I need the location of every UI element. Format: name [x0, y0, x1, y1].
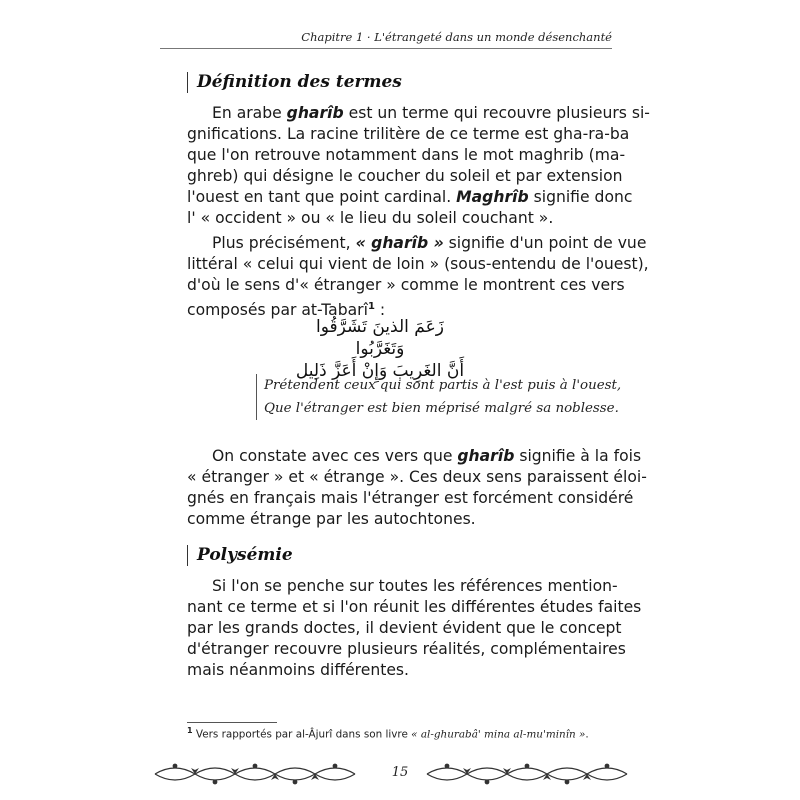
floral-vine-ornament-left-icon — [150, 760, 365, 788]
paragraph-polysemy — [187, 576, 642, 681]
emphasized-term: Maghrîb — [456, 188, 529, 206]
text-line: gnifications. La racine trilitère de ce terme est gha-ra-ba — [187, 125, 630, 143]
arabic-verse — [290, 316, 470, 382]
text-line: ghreb) qui désigne le coucher du soleil et par extension — [187, 167, 623, 185]
text-line: composés par at-Tabarî$^1$ : — [187, 301, 386, 320]
page-number: 15 — [391, 765, 409, 780]
emphasized-term: gharîb — [286, 104, 344, 122]
text-line: que l'on retrouve notamment dans le mot maghrib (ma- — [187, 146, 626, 164]
text-line: comme étrange par les autochtones. — [187, 510, 476, 528]
text-line: gnés en français mais l'étranger est forcément considéré — [187, 489, 634, 507]
verse-translation — [256, 374, 621, 420]
text-line: On constate avec ces vers que gharîb signifie à la fois — [212, 447, 642, 465]
text-line: l'ouest en tant que point cardinal. Maghrîb signifie donc — [187, 188, 633, 206]
translation-line: Que l'étranger est bien méprisé malgré sa noblesse. — [264, 401, 619, 416]
section-heading-definitions: Définition des termes — [187, 72, 402, 93]
header-rule — [160, 48, 612, 49]
arabic-verse-line: زَعَمَ الذينَ تَشَرَّقُوا وَتَغَرَّبُوا — [316, 317, 444, 359]
paragraph-definition — [187, 103, 650, 229]
text-line: d'où le sens d'« étranger » comme le montrent ces vers — [187, 276, 625, 294]
running-head: Chapitre 1 · L'étrangeté dans un monde désenchanté — [301, 30, 612, 44]
emphasized-term: gharîb — [457, 447, 515, 465]
footnote-book-title: « al-ghurabâ' mina al-mu'minîn » — [411, 728, 586, 741]
section-heading-polysemy: Polysémie — [187, 545, 293, 566]
emphasized-term: « gharîb » — [355, 234, 444, 252]
footnote-end: . — [585, 728, 589, 741]
arabic-verse-line: أَنَّ الغَرِيبَ وَإِنْ أَعَزَّ ذَلِيل — [295, 361, 465, 381]
paragraph-precisely — [187, 233, 649, 321]
text-line: littéral « celui qui vient de loin » (sous-entendu de l'ouest), — [187, 255, 649, 273]
text-line: d'étranger recouvre plusieurs réalités, complémentaires — [187, 640, 626, 658]
page-footer — [150, 760, 650, 788]
footnote-rule — [187, 722, 277, 723]
text-line: l' « occident » ou « le lieu du soleil couchant ». — [187, 209, 554, 227]
footnote-reference: 1 — [367, 301, 375, 312]
text-line: Si l'on se penche sur toutes les références mention- — [212, 577, 618, 595]
footnote-text: Vers rapportés par al-Âjurî dans son livre — [195, 728, 412, 741]
translation-line: Prétendent ceux qui sont partis à l'est puis à l'ouest, — [264, 378, 622, 393]
text-line: mais néanmoins différentes. — [187, 661, 410, 679]
text-line: « étranger » et « étrange ». Ces deux sens paraissent éloi- — [187, 468, 647, 486]
text-line: En arabe gharîb est un terme qui recouvre plusieurs si- — [212, 104, 650, 122]
text-line: par les grands doctes, il devient évident que le concept — [187, 619, 622, 637]
text-line: nant ce terme et si l'on réunit les différentes études faites — [187, 598, 642, 616]
floral-vine-ornament-right-icon — [422, 760, 637, 788]
footnote — [187, 726, 589, 740]
text-line: Plus précisément, « gharîb » signifie d'un point de vue — [212, 234, 647, 252]
footnote-marker: 1 — [187, 726, 193, 735]
paragraph-observation — [187, 446, 647, 530]
